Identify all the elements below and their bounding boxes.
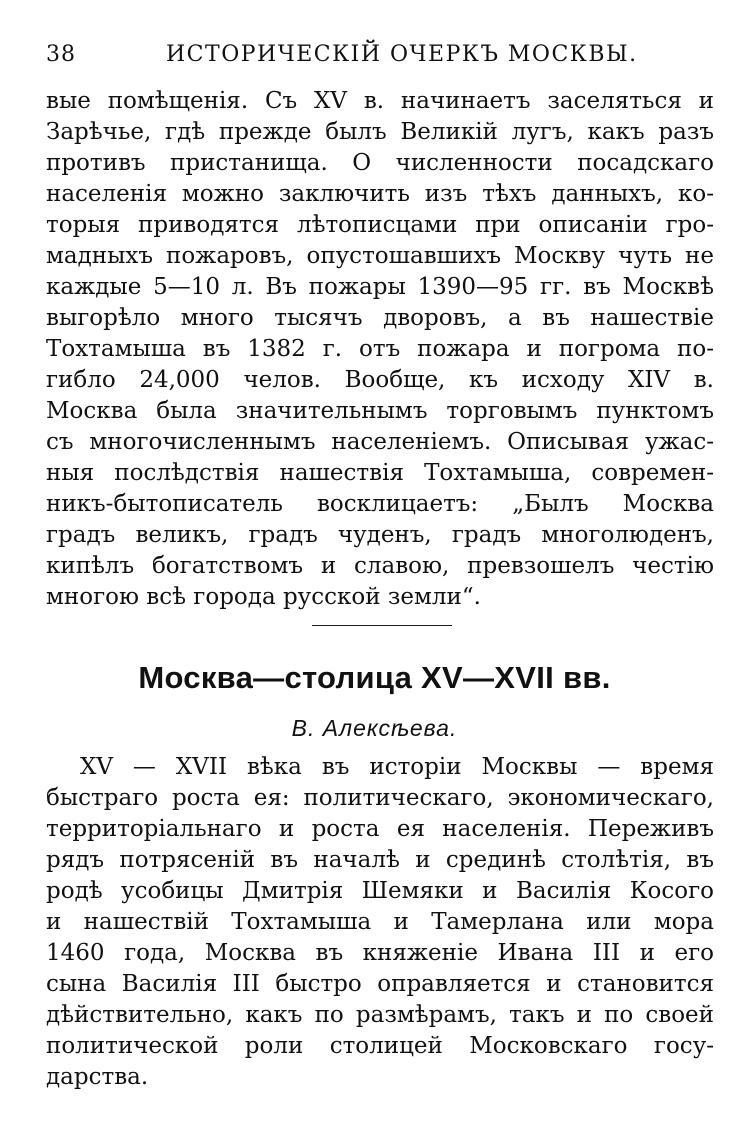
text-line: населенія можно заключить изъ тѣхъ данныхъ, ко- <box>46 181 714 207</box>
paragraph-previous-section <box>46 86 714 613</box>
text-line: территоріальнаго и роста ея населенія. Переживъ <box>46 816 714 842</box>
text-line: съ многочисленнымъ населеніемъ. Описывая ужас- <box>46 429 714 455</box>
text-line: быстраго роста ея: политическаго, экономическаго, <box>46 785 714 811</box>
page-number: 38 <box>46 42 76 67</box>
text-line: дарства. <box>46 1064 149 1090</box>
text-line: родѣ усобицы Дмитрія Шемяки и Василія Косого <box>46 878 714 904</box>
text-line: противъ пристанища. О численности посадскаго <box>46 150 714 176</box>
text-line: сына Василія III быстро оправляется и становится <box>46 971 714 997</box>
text-line: торыя приводятся лѣтописцами при описаніи гро- <box>46 212 714 238</box>
running-title: ИСТОРИЧЕСКIЙ ОЧЕРКЪ МОСКВЫ. <box>166 42 638 67</box>
text-line: Тохтамыша въ 1382 г. отъ пожара и погрома по- <box>46 336 714 362</box>
section-separator-rule <box>312 625 452 626</box>
text-line: каждые 5—10 л. Въ пожары 1390—95 гг. въ Москвѣ <box>46 274 714 300</box>
section-author: В. Алексѣева. <box>291 715 458 741</box>
text-line: многою всѣ города русской земли“. <box>46 584 481 610</box>
running-header <box>46 36 716 76</box>
section-title: Москва—столица XV—XVII вв. <box>138 660 611 695</box>
text-line: вые помѣщенія. Съ XV в. начинаетъ заселяться и <box>46 88 714 114</box>
text-line: Москва была значительнымъ торговымъ пунктомъ <box>46 398 714 424</box>
text-line: 1460 года, Москва въ княженіе Ивана III и его <box>46 940 714 966</box>
text-line: градъ великъ, градъ чуденъ, градъ многолюденъ, <box>46 522 714 548</box>
text-line: политической роли столицей Московскаго госу- <box>46 1033 714 1059</box>
text-line: дѣйствительно, какъ по размѣрамъ, такъ и по своей <box>46 1002 714 1028</box>
text-line: Зарѣчье, гдѣ прежде былъ Великій лугъ, какъ разъ <box>46 119 714 145</box>
text-line: кипѣлъ богатствомъ и славою, превзошелъ честію <box>46 553 714 579</box>
text-line: выгорѣло много тысячъ дворовъ, а въ нашествіе <box>46 305 714 331</box>
text-line: XV — XVII вѣка въ исторіи Москвы — время <box>80 754 714 780</box>
text-line: и нашествій Тохтамыша и Тамерлана или мора <box>46 909 714 935</box>
text-line: мадныхъ пожаровъ, опустошавшихъ Москву чуть не <box>46 243 714 269</box>
text-line: рядъ потрясеній въ началѣ и срединѣ столѣтія, въ <box>46 847 714 873</box>
text-line: никъ-бытописатель восклицаетъ: „Былъ Москва <box>46 491 714 517</box>
paragraph-new-section <box>46 752 714 1093</box>
text-line: ныя послѣдствія нашествія Тохтамыша, современ- <box>46 460 714 486</box>
text-line: гибло 24,000 челов. Вообще, къ исходу XIV в. <box>46 367 714 393</box>
